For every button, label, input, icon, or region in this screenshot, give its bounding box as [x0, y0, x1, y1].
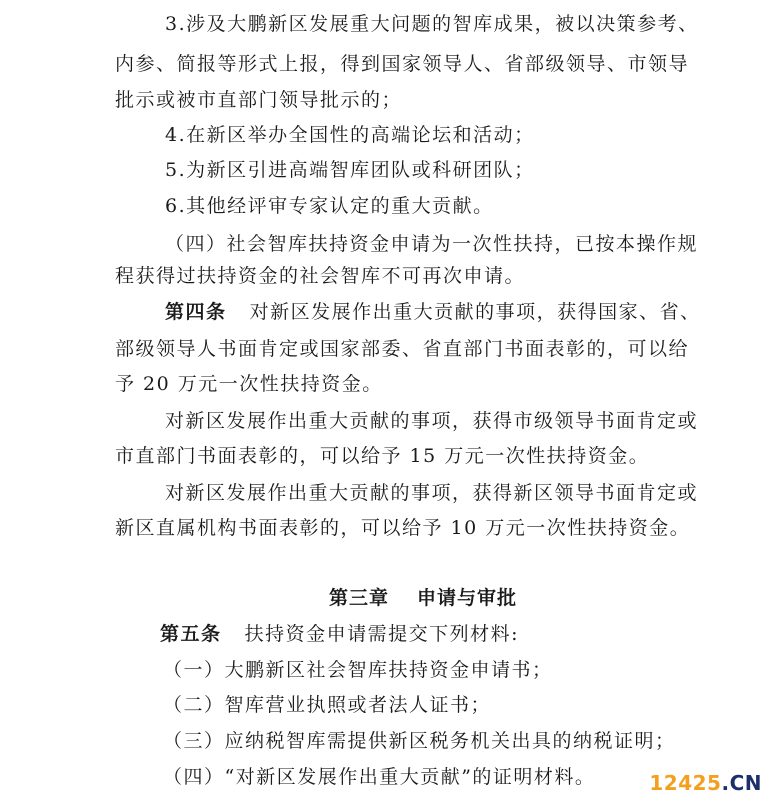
chapter-number: 第三章: [329, 587, 390, 609]
item6-text: 6.其他经评审专家认定的重大贡献。: [165, 195, 494, 217]
chapter-heading: [329, 586, 517, 610]
article5-item-2: （二）智库营业执照或者法人证书；: [163, 694, 492, 716]
clause4-line1: （四）社会智库扶持资金申请为一次性扶持，已按本操作规: [165, 233, 699, 255]
watermark-suffix: .CN: [721, 771, 762, 795]
item3-line2: 内参、简报等形式上报，得到国家领导人、省部级领导、市领导: [115, 53, 690, 75]
article4-line3: 予 20 万元一次性扶持资金。: [115, 373, 383, 395]
article4-p3-line2: 新区直属机构书面表彰的，可以给予 10 万元一次性扶持资金。: [115, 517, 691, 539]
article5-intro: 扶持资金申请需提交下列材料:: [244, 623, 520, 645]
article4-p2-line1: 对新区发展作出重大贡献的事项，获得市级领导书面肯定或: [165, 410, 699, 432]
chapter-title: 申请与审批: [417, 587, 518, 609]
item4-text: 4.在新区举办全国性的高端论坛和活动；: [165, 124, 535, 146]
article5-item-3: （三）应纳税智库需提供新区税务机关出具的纳税证明；: [163, 730, 676, 752]
clause4-line2: 程获得过扶持资金的社会智库不可再次申请。: [115, 265, 526, 287]
item3-line3: 批示或被市直部门领导批示的；: [115, 89, 403, 111]
item5-text: 5.为新区引进高端智库团队或科研团队；: [165, 159, 535, 181]
article5-item-4: （四）“对新区发展作出重大贡献”的证明材料。: [163, 766, 596, 788]
article5-label: 第五条: [160, 623, 222, 645]
article4-p2-line2: 市直部门书面表彰的，可以给予 15 万元一次性扶持资金。: [115, 445, 650, 467]
article4-line1: [165, 300, 701, 324]
watermark-number: 12425: [649, 771, 722, 795]
article5-intro-line: [160, 622, 519, 646]
article4-line1-text: 对新区发展作出重大贡献的事项，获得国家、省、: [249, 301, 701, 323]
article4-p3-line1: 对新区发展作出重大贡献的事项，获得新区领导书面肯定或: [165, 482, 699, 504]
item3-line1: 3.涉及大鹏新区发展重大问题的智库成果，被以决策参考、: [165, 13, 699, 35]
article5-item-1: （一）大鹏新区社会智库扶持资金申请书；: [163, 659, 553, 681]
site-watermark: [649, 771, 762, 795]
article4-line2: 部级领导人书面肯定或国家部委、省直部门书面表彰的，可以给: [115, 338, 690, 360]
article4-label: 第四条: [165, 301, 227, 323]
